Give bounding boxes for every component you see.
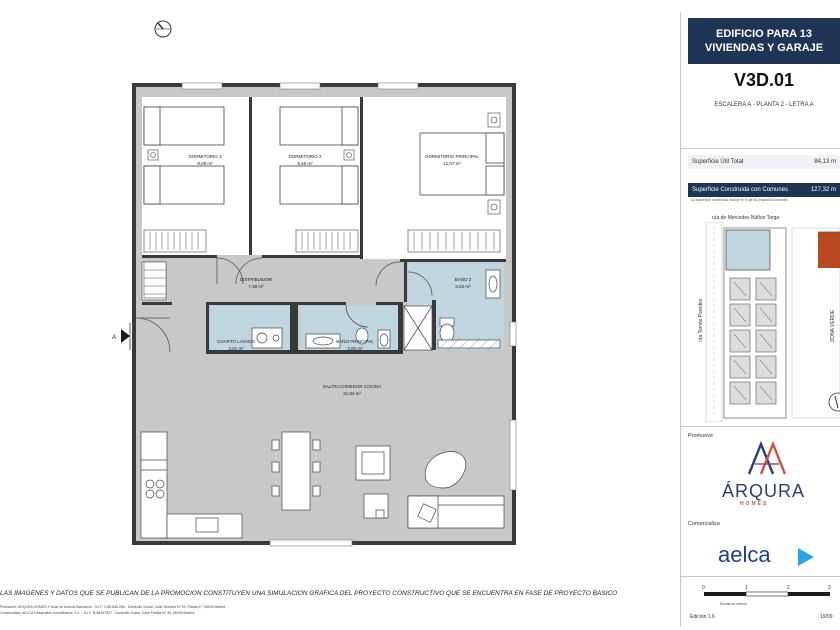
scale-bar xyxy=(704,590,834,600)
panel-divider-top xyxy=(680,148,840,149)
surface-built-note: La superficie construida incluye el % de los espacios comunes xyxy=(691,198,788,202)
scale-tick-2: 2 xyxy=(787,585,790,591)
panel-divider-mid xyxy=(680,426,840,427)
dorm3-name: DORMITORIO 3 xyxy=(188,154,222,159)
dorm-principal-name: DORMITORIO PRINCIPAL xyxy=(425,154,479,159)
dorm2-area: 9,46 m² xyxy=(297,161,313,166)
bano-principal-name: BAÑO PRINCIPAL xyxy=(336,339,374,344)
salon-name: SALÓN COMEDOR COCINA xyxy=(322,384,382,389)
surface-util-row xyxy=(688,155,840,169)
surface-util-label: Superficie Útil Total xyxy=(692,159,744,165)
cuarto-lavado-area: 3,01 m² xyxy=(228,346,244,351)
panel-divider-scale xyxy=(680,576,840,577)
aelca-play-icon xyxy=(796,546,816,568)
bano2-area: 3,82 m² xyxy=(455,284,471,289)
surface-built-value: 127,32 m xyxy=(810,187,836,193)
promoter-subtitle: HOMES xyxy=(740,501,769,507)
agent-name: aelca xyxy=(718,542,771,567)
arqura-logo-icon xyxy=(745,440,789,476)
north-arrow-icon xyxy=(155,21,171,37)
scale-caption: Escala en metros xyxy=(720,602,748,606)
entrance-arrow-icon xyxy=(121,323,130,350)
green-zone-label: ZONA VERDE xyxy=(830,309,836,342)
promueve-label: Promueve xyxy=(688,433,714,439)
stair-icon xyxy=(144,262,166,298)
entrance-marker: A xyxy=(112,335,117,341)
project-title-line2: VIVIENDAS Y GARAJE xyxy=(704,42,824,54)
surface-built-row xyxy=(688,183,840,197)
street-left-label: rúa Tomás Paredes xyxy=(698,298,704,342)
project-title-box xyxy=(688,18,840,64)
surface-built-label: Superficie Construida con Comunes xyxy=(692,187,789,193)
project-title-line1: EDIFICIO PARA 13 xyxy=(716,28,812,40)
distribuidor-name: DISTRIBUIDOR xyxy=(239,277,273,282)
street-top-label: rúa de Mercedes Núñez Targa xyxy=(712,215,780,221)
distribuidor-area: 7,38 m² xyxy=(248,284,264,289)
promoter-name: ÁRQURA xyxy=(722,481,806,501)
bano-principal-area: 3,80 m² xyxy=(347,346,363,351)
surface-util-value: 84,13 m xyxy=(814,159,836,165)
cuarto-lavado-name: CUARTO LAVADO xyxy=(217,339,255,344)
salon-area: 31,84 m² xyxy=(343,391,361,396)
legal-line-1: Promueve: ÁRQURA HOMES, Fondo de Activos Bancarios - N.I.F. V-86.836.256 - Domicilio Social: Calle Serrano Nº 90, Planta 4ª, 28006 Madrid xyxy=(0,605,226,609)
scale-tick-3: 3 xyxy=(828,585,831,591)
site-map xyxy=(684,222,840,422)
panel-border-left xyxy=(680,12,681,626)
bano2-name: BAÑO 2 xyxy=(454,277,472,282)
unit-code: V3D.01 xyxy=(733,70,795,90)
disclaimer-text: LAS IMÁGENES Y DATOS QUE SE PUBLICAN DE LA PROMOCIÓN CONSTITUYEN UNA SIMULACIÓN GRÁFICA DEL PROYECTO CONSTRUCTIVO QUE SE ENCUENTRA EN FASE DE PROYECTO BÁSICO xyxy=(0,590,618,597)
scale-tick-0: 0 xyxy=(702,585,705,591)
dorm2-name: DORMITORIO 2 xyxy=(288,154,322,159)
dorm-principal-area: 12,07 m² xyxy=(443,161,461,166)
comercializa-label: Comercializa xyxy=(688,521,720,527)
unit-location: ESCALERA A - PLANTA 2 - LETRA A xyxy=(714,102,814,108)
edition-label: Edición 1.6 xyxy=(690,614,715,620)
dorm3-area: 9,09 m² xyxy=(197,161,213,166)
scale-tick-1: 1 xyxy=(745,585,748,591)
legal-line-2: Comercializa: AELCA Desarrollos Inmobiliarios, S.L. - N.I.F. B-86347537 - Domicilio Social: Calle Padilla Nº 36, 28006 Madrid xyxy=(0,611,195,615)
document-code: 19/09 xyxy=(820,614,833,620)
